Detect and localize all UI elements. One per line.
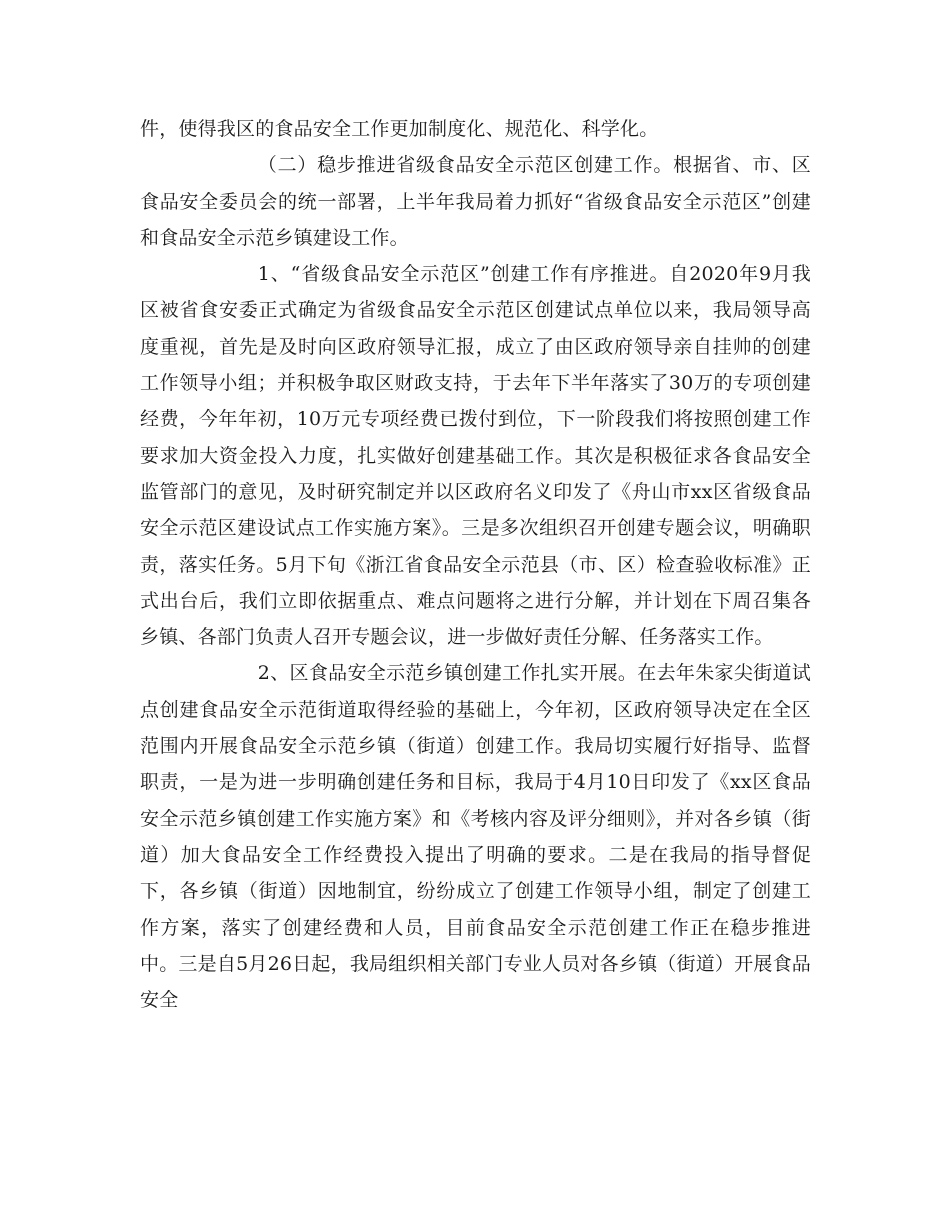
paragraph-item-two: 2、区食品安全示范乡镇创建工作扎实开展。在去年朱家尖街道试点创建食品安全示范街道取得经验的基础上，今年初，区政府领导决定在全区范围内开展食品安全示范乡镇（街道）创建工作。我局切实履行好指导、监督职责，一是为进一步明确创建任务和目标，我局于4月10日印发了《xx区食品安全示范乡镇创建工作实施方案》和《考核内容及评分细则》，并对各乡镇（街道）加大食品安全工作经费投入提出了明确的要求。二是在我局的指导督促下，各乡镇（街道）因地制宜，纷纷成立了创建工作领导小组，制定了创建工作方案，落实了创建经费和人员，目前食品安全示范创建工作正在稳步推进中。三是自5月26日起，我局组织相关部门专业人员对各乡镇（街道）开展食品安全 [140, 662, 811, 1012]
paragraph-item-one: 1、“省级食品安全示范区”创建工作有序推进。自2020年9月我区被省食安委正式确定为省级食品安全示范区创建试点单位以来，我局领导高度重视，首先是及时向区政府领导汇报，成立了由区政府领导亲自挂帅的创建工作领导小组；并积极争取区财政支持，于去年下半年落实了30万的专项创建经费，今年年初，10万元专项经费已拨付到位，下一阶段我们将按照创建工作要求加大资金投入力度，扎实做好创建基础工作。其次是积极征求各食品安全监管部门的意见，及时研究制定并以区政府名义印发了《舟山市xx区省级食品安全示范区建设试点工作实施方案》。三是多次组织召开创建专题会议，明确职责，落实任务。5月下旬《浙江省食品安全示范县（市、区）检查验收标准》正式出台后，我们立即依据重点、难点问题将之进行分解，并计划在下周召集各乡镇、各部门负责人召开专题会议，进一步做好责任分解、任务落实工作。 [140, 263, 811, 649]
document-body [140, 111, 811, 1018]
paragraph-continuation: 件，使得我区的食品安全工作更加制度化、规范化、科学化。 [140, 118, 659, 140]
paragraph-section-two: （二）稳步推进省级食品安全示范区创建工作。根据省、市、区食品安全委员会的统一部署，上半年我局着力抓好“省级食品安全示范区”创建和食品安全示范乡镇建设工作。 [140, 154, 811, 249]
